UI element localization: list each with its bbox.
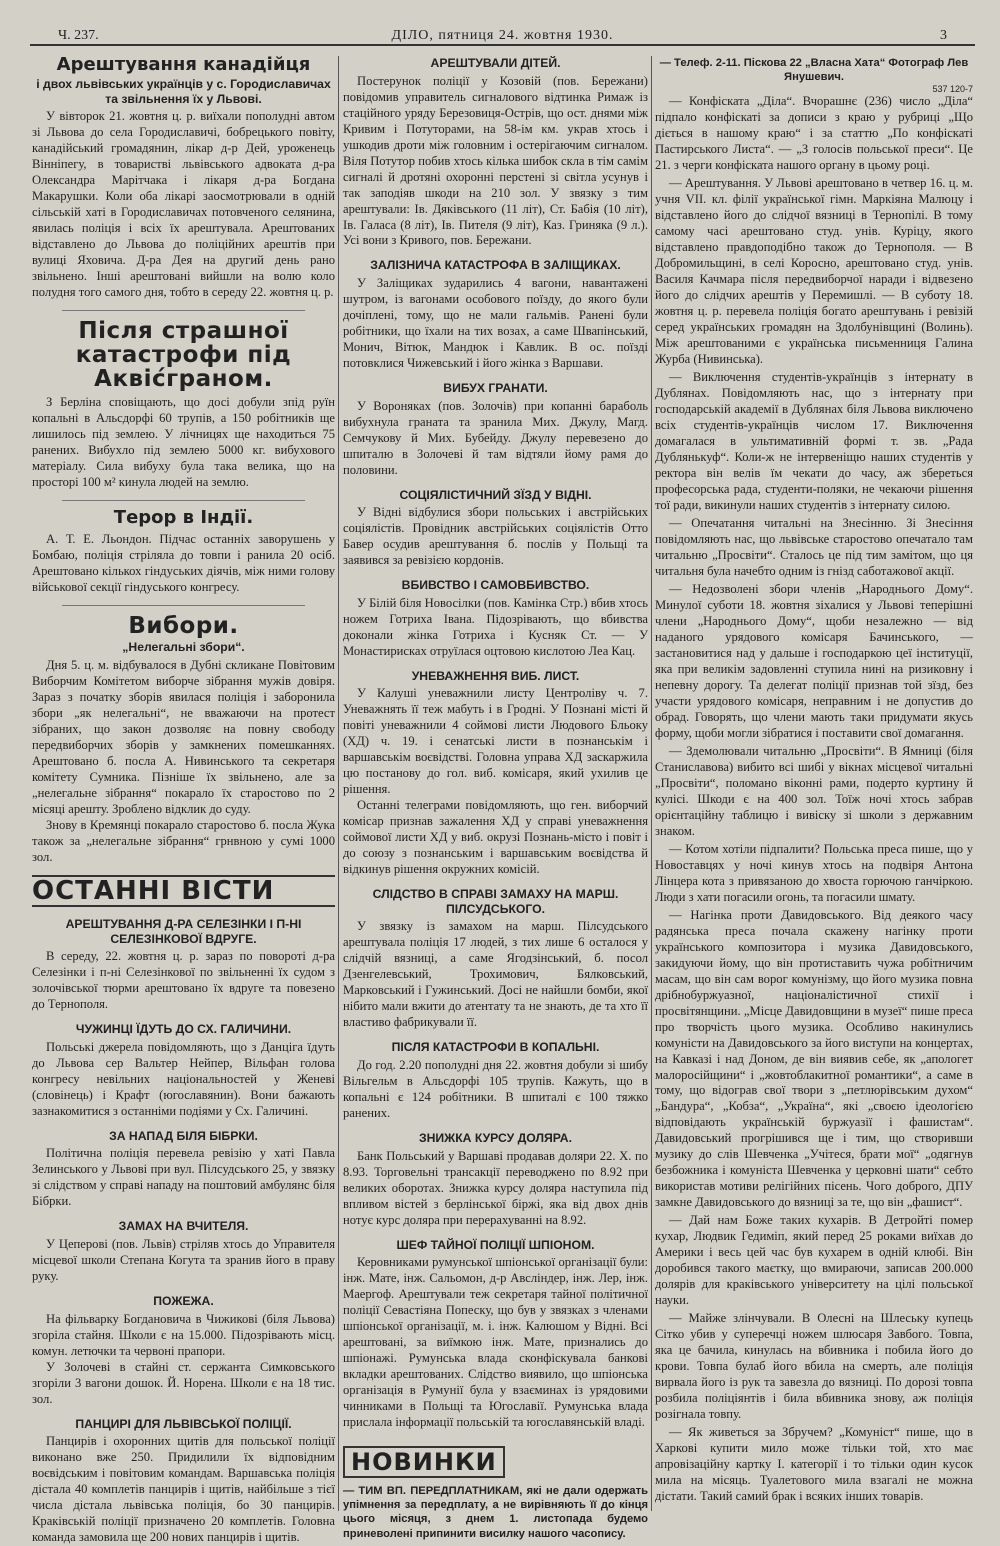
news-title: СЛІДСТВО В СПРАВІ ЗАМАХУ НА МАРШ. ПІЛСУДСЬКОГО. xyxy=(372,887,619,916)
news-body: Польські джерела повідомляють, що з Данціга їдуть до Львова сер Вальтер Нейпер, Вільфан голова конгресу невільних національностей у Женеві (словінець) і Крафт (югославянин). Вони бажають зазнакомитися з останніми подіями у Сх. Галичині. xyxy=(32,1039,335,1118)
news-body: У звязку із замахом на марш. Пілсудського арештувала поліція 17 людей, з тих лише 6 осталося у слідчій вязниці, а саме Ягодзінський, б. посол Дзенгелевський, Трохимович, Бялковський, Марковський і Гужинський. Досі не найшли бомби, якої нібито мали вжити до атентату та не знають, де та хто її властиво фабрикували її. xyxy=(343,919,648,1030)
news-title: ЗА НАПАД БІЛЯ БІБРКИ. xyxy=(109,1128,258,1143)
news-item xyxy=(343,578,648,660)
news-title: ПАНЦИРІ ДЛЯ ЛЬВІВСЬКОЇ ПОЛІЦІЇ. xyxy=(75,1416,292,1431)
news-list xyxy=(655,94,973,1505)
news-item xyxy=(32,1219,335,1285)
article-subtitle: „Нелегальні збори“. xyxy=(122,640,245,655)
news-body: У Цеперові (пов. Львів) стріляв хтось до Управителя місцевої школи Степана Когута та зранив його в праву руку. xyxy=(32,1237,335,1283)
news-title: АРЕШТУВАННЯ Д-РА СЕЛЕЗІНКИ І П-НІ СЕЛЕЗІНКОВОЇ ВДРУГЕ. xyxy=(65,917,302,946)
news-item xyxy=(343,887,648,1031)
news-item xyxy=(343,1040,648,1122)
news-title: ЗНИЖКА КУРСУ ДОЛЯРА. xyxy=(418,1130,572,1145)
news-brief: — Як живеться за Збручем? „Комуніст“ пише, що в Харкові купити мило може тільки той, хто має апровізаційну картку І. категорії і то тільки один кусок мила на місяць. Туалетового мила взагалі не можна дістати. Такий самий брак і всяких інших товарів. xyxy=(655,1425,973,1504)
article-title: Терор в Індії. xyxy=(113,507,254,529)
news-brief: — Недозволені збори членів „Народнього Дому“. Минулої суботи 18. жовтня зіхалися у Львові теперішні члени „Народнього Дому“, щоби незалежно — від наданого урядового комісаря Бачинського, — застановитися над у дальше і господаркою цеї інституції, яка при великім задовленні ступила нині на ризиковну і непевну дорогу. Та делегат поліції признав той зїзд, без участи урядового комісаря, неправним і не допустив до обрад. Говорять, що члени мають таки придумати якусь форму, щоби могли зібратися і поставити свої домагання. xyxy=(655,581,973,740)
news-item xyxy=(32,1129,335,1211)
news-brief: — Дай нам Боже таких кухарів. В Детройті помер кухар, Людвик Гедиміп, який перед 25 роками виїхав до Америки і весь цей час був кухарем в одній клюбі. Він доробився такого маєтку, що вмираючи, записав 200.000 долярів для краківського університету на цілі польської науки. xyxy=(655,1213,973,1308)
issue-number: Ч. 237. xyxy=(58,28,99,43)
news-body: Панцирів і охоронних щитів для польської поліції виконано вже 250. Придилили їх відповідним воєвідським і повітовим командам. Варшавська поліція дістала 40 комплетів панцирів і щитів, найбільше з тієї числа дістала львівська поліція, бо 30 панцирів. Краківській поліції призначено 20 комплетів. Головна команда замовила ще 200 нових панцирів і щитів. xyxy=(32,1434,335,1545)
news-item xyxy=(32,1022,335,1120)
article xyxy=(32,614,335,866)
column-3 xyxy=(655,56,973,1516)
news-item xyxy=(32,1417,335,1546)
news-title: ЧУЖИНЦІ ЇДУТЬ ДО СХ. ГАЛИЧИНИ. xyxy=(75,1022,292,1037)
article-body: З Берліна сповіщають, що досі добули зпід руїн копальні в Альсдорфі 60 трупів, а 150 робітників ще лишилось під землею. У лічницях ще находиться 75 ранених. Вибухло під землею 5000 кг. вибухового матеріалу. Сила вибуху була така велика, що на просторі 100 м² кинула людей на землю. xyxy=(32,395,335,490)
news-title: ВИБУХ ГРАНАТИ. xyxy=(443,381,548,396)
article-subtitle: і двох львівських українців у с. Городиславичах та звільнення їх у Львові. xyxy=(36,76,331,106)
separator xyxy=(62,310,305,311)
page-number: 3 xyxy=(940,28,947,43)
section-heading: ОСТАННІ ВІСТИ xyxy=(32,875,335,907)
news-title: ПІСЛЯ КАТАСТРОФИ В КОПАЛЬНІ. xyxy=(391,1040,600,1055)
news-body: Політична поліція перевела ревізію у хаті Павла Зелинського у Львові при вул. Пілсудського 25, у звязку зі слідством у справі нападу на поштовий амбулянс біля Бібрки. xyxy=(32,1146,335,1209)
news-item xyxy=(343,1131,648,1229)
news-item xyxy=(32,917,335,1013)
notice-subscribers: — ТИМ ВП. ПЕРЕДПЛАТНИКАМ, які не дали одержать упімнення за передплату, а не вирівняють її до кінця цього місяця, з днем 1. листопада будемо приневолені припинити висилку нашого часопису. xyxy=(343,1484,648,1540)
news-title: ПОЖЕЖА. xyxy=(153,1293,214,1308)
news-title: АРЕШТУВАЛИ ДІТЕЙ. xyxy=(430,56,561,70)
article xyxy=(32,319,335,491)
news-body: Постерунок поліції у Козовій (пов. Бережани) повідомив управитель сигналового відтинка Римаж із стаційного уряду Березовиця-Острів, що ост. днями між Кривим і Потуторами, на 58-ім км. укрaв хтось і ушкодив дроти між головним і остерігаючим сигналом. Віля Потутор побив хтось кілька шибок скла в тім самім сигналі й дротяні охоронні перстені зі світла усунув і так заподіяв шкоди на 210 зол. У звязку з тим арештували: Ів. Дяківського (11 літ), Ст. Бабія (10 літ), Ів. Галаса (8 літ), Ів. Пителя (9 літ), Каз. Гриняка (9 л.). Усі вони з Кривого, пов. Бережани. xyxy=(343,73,648,248)
news-title: ШЕФ ТАЙНОЇ ПОЛІЦІЇ ШПІОНОМ. xyxy=(396,1237,595,1252)
advertisement: — Телеф. 2-11. Піскова 22 „Власна Хата“ Фотограф Лев Янушевич. xyxy=(659,57,969,84)
column-rule xyxy=(651,56,652,1511)
column-1 xyxy=(32,54,335,1545)
separator xyxy=(62,500,305,501)
article-body: Дня 5. ц. м. відбувалося в Дубні скликане Повітовим Виборчим Комітетом виборче зібрання мужів довіря. Зараз з початку зборів явилася поліція і заборонила збори „як нелегальні“, не вважаючи на протест зібраних, що закон дозволяє на повну свободу передвиборчих зборів у замкнених помешканнях. Арештовано б. посла А. Нивинського та секретаря комітету Сумника. Пізніше їх звільнено, але за „нелегальне зібрання“ покарало їх старостово по 2 місяці арешту. Зроблено відклик до суду. xyxy=(32,657,335,816)
news-title: ЗАЛІЗНИЧА КАТАСТРОФА В ЗАЛІЩИКАХ. xyxy=(370,258,621,273)
news-body: У Вороняках (пов. Золочів) при копанні бараболь вибухнула граната та зранила Мих. Джулу, Магд. Семчукову й Мих. Бубейду. Джулу перевезено до шпиталю в Золочеві й там відтяли йому рамя до половини. xyxy=(343,398,648,477)
news-brief: — Опечатання читальні на Знесінню. Зі Знесіння повідомляють нас, що львівське старостово опечатало там читальню „Просвіти“. Сталось це під тим замітом, що ця читальня була начебто одним із гнізд саботажової акції. xyxy=(655,516,973,578)
article-body: Знову в Кремянці покарало старостово б. посла Жука також за „нелегальне зібрання“ грнвною у сумі 1000 зол. xyxy=(32,817,335,864)
news-brief: — Виключення студентів-українців з інтернату в Дублянах. Повідомляють нас, що з інтернату при господарській академії в Дублянах біля Львова виключено всіх студентів-українців числом 17. Виключення домагалася в ультимативній формі т. зв. „Рада Дублянькуф“. Коли-ж не інтервеніщю наших студентів у ректора він велів їм чекати до часу, аж збереться професорська рада, студенти-поляки, не чекаючи рішення тої ради, викинули наших студентів з інтернату силою. xyxy=(655,370,973,513)
news-body: Банк Польський у Варшаві продавав доляри 22. Х. по 8.93. Торговельні трансакції переводжено по 8.92 при великих оборотах. Знижка курсу доляра наступила під впливом вістей з берлінської біржі, яка від двох днів нотує курс доляра при перерахуванні на 8.92. xyxy=(343,1148,648,1227)
news-body: Останні телеграми повідомляють, що ген. виборчий комісар признав зажалення ХД у справі уневажнення соймової листи ХД у виб. окрузі Познань-місто і повіт і до союзу з познанським і варшавським воєвідства й відкинув рішення окружних комісій. xyxy=(343,798,648,877)
column-2 xyxy=(343,56,648,1540)
separator xyxy=(62,605,305,606)
article-body: У вівторок 21. жовтня ц. р. виїхали пополудні автом зі Львова до села Городиславичі, бобрецького повіту, канадійський громадянин, лікар д-р Дей, уроженець Вінніпегу, в товаристві львівського адвоката д-ра Олександра Марітчака і лікаря д-ра Богдана Макарушки. Коли оба лікарі заосмотрювали в одній сільській хаті в Городиславичах потовченого селянина, явилась поліція і всіх їх арештувала. Арештованих відставлено до Львова до поліційних арештів при вулиці Яховича. Д-ра Дея на другий день рано звільнено. Інші арештовані вийшли на волю коло полудня того самого дня, тобто в середу 22. жовтня ц. р. xyxy=(32,109,335,299)
news-title: УНЕВАЖНЕННЯ ВИБ. ЛИСТ. xyxy=(411,668,580,683)
news-body: У Заліщиках зударились 4 вагони, навантажені шутром, із вагонами особового поїзду, до якого були дочіплені, тому, що не мали гальмів. Ранені були робітники, що їхали на тих возах, а саме Швапінський, Монич, Вітюк, Мандюк і Кавлик. В ос. поїзді потовклися Чижевський і його жінка з Варшави. xyxy=(343,276,648,371)
news-body: У Білій біля Новосілки (пов. Камінка Стр.) вбив хтось ножем Готриха Івана. Підозрівають, що вбивства доконали жінка Готриха і Кусняк Ст. — У Монастирисках отруїлася оцтовою кислотою Леа Кац. xyxy=(343,595,648,658)
page-header xyxy=(30,28,975,46)
news-title: ВБИВСТВО І САМОВБИВСТВО. xyxy=(401,578,590,593)
news-brief: — Котом хотіли підпалити? Польська преса пише, що у Новоставцях у ночі кинув хтось на подвіря Антона Лінцера кота з привязаною до хвоста горючою ганчіркою. Люди з хати погасили огонь, та погасили шмату. xyxy=(655,841,973,904)
article-title: Арештування канадійця xyxy=(56,54,311,75)
ad-note: 537 120-7 xyxy=(932,84,973,95)
news-item xyxy=(343,488,648,570)
news-body: До год. 2.20 пополудні дня 22. жовтня добули зі шибу Вільгельм в Альсдорфі 105 трупів. Кажуть, що в копальні є 124 робітники. В шпиталі є 100 тяжко ранених. xyxy=(343,1058,648,1120)
news-item xyxy=(343,56,648,249)
news-item xyxy=(32,1294,335,1408)
article xyxy=(32,56,335,301)
news-body: У Золочеві в стайні ст. сержанта Симковського згоріли 3 вагони дошок. Й. Норена. Школи є на 18 тис. зол. xyxy=(32,1359,335,1406)
news-body: Керовниками румунської шпіонської організації були: інж. Мате, інж. Сальомон, д-р Авсліндер, інж. Лер, інж. Маергоф. Арештували теж секретаря тайної політичної поліції Севастіяна Попеску, що був у звязках з членами шпіонської організації, м. і. інж. Калюшом у Відні. Всі арештовані, за виїмкою інж. Мате, признались до шпіонажі. Румунська влада сконфіскувала банкові вкладки арештованих. Слідство виявило, що шпіонська організація в Румунії була у взаєминах із урядовими чинниками в Польщі та Югославії. Румунська влада прислала інформації польській та югославянській владі. xyxy=(343,1255,648,1429)
article-body: А. Т. Е. Льондон. Підчас останніх заворушень у Бомбаю, поліція стріляла до товпи і ранила 20 осіб. Арештовано кількох гіндуських діячів, між ними голову військової секції гіндуського конгресу. xyxy=(32,532,335,595)
news-brief: — Здемолювали читальню „Просвіти“. В Ямниці (біля Станиславова) вибито всі шибі у вікнах місцевої читальні „Просвіти“, поломано віконні рами, подерто куртину й кулісі. Шкоди є на 400 зол. Тоїж ночі хтось забрав орієнтаційну таблицю і вивіску зі школи з державним знаком. xyxy=(655,743,973,838)
news-item xyxy=(343,258,648,372)
news-body: У Калуші уневажнили листу Центроліву ч. 7. Уневажнять її теж мабуть і в Гродні. У Познані місті й повіті уневажнили 4 соймові листи Людового Бльоку (ХД) ч. 19. і сенатські листи в познанськім і варшавськім воєвідстві. Головна управа ХД заскаржила цю постанову до гол. виб. комісаря, який ухилив це рішення. xyxy=(343,686,648,797)
news-item xyxy=(343,381,648,479)
news-body: В середу, 22. жовтня ц. р. зараз по повороті д-ра Селезінки і п-ні Селезінкової по звільненні їх судом з золочівської тюрми арештовано їх вдруге та повезено до Тернополя. xyxy=(32,949,335,1012)
news-brief: — Нагінка проти Давидовського. Від деякого часу радянська преса почала скажену нагінку проти українського композитора і музика Давидовського, закидуючи йому, що він протиставить чужа робітничим масам, що він сам ворог комунізму, що його музика повна дрібнобуржуазної, націоналістичної стихії і просвітянщини. „Місце Давидовщини в музеї“ пише преса про творчість цього музика. Особливо накинулись комуністи на Давидовського за його виступи на концертах, на Кавказі і над Доном, де він виявив себе, як „апологет малоросійщини“ і „жовтоблакитної романтики“, а саме в тому, що відограв свої твори з „петлюрівським духом“ „Бандура“, „Кобза“, „Україна“, які „своєю ідеологією відповідають українській буржуазії і фашистам“. Давидовський прогрішився ще і тим, що створивши музику до слів Шевченка „Учітеся, брати мої“ „одягнув безбожника і комуніста Шевченка у церковні шати“ себто використав мотиви релігійних пісень. Чого доброго, ДПУ замкне Давидовського до вязниці за те, що він „фашист“. xyxy=(655,907,973,1210)
news-body: У Відні відбулися збори польських і австрійських соціялістів. Провідник австрійських соціялістів Отто Бавер осудив арештування б. послів у Польщі та заявився за ревізією кордонів. xyxy=(343,505,648,568)
news-body: На фільварку Богдановича в Чижикові (біля Львова) згоріла стайня. Школи є на 15.000. Підозрівають місц. комун. летючки та червоні прапори. xyxy=(32,1311,335,1358)
news-brief: — Арештування. У Львові арештовано в четвер 16. ц. м. учня VII. кл. філії української гімн. Маркіяна Малюцу і відставлено його до слідчої вязниці в Тернопілі. В тому самому часі арештовано студ. унів. Куріцу, якого відставлено правдоподібно також до Тернополя. — В Добромильщині, в селі Коросно, арештовано студ. унів. Василя Качмара після передвиборчої наради і відвезено його до слідчих арештів у Перемишлі. — В суботу 18. жовтня ц. р. перевела поліція богато арештувань і ревізій серед українських громадян на Здолбунівщині (Волинь). Між арештованими є українська письменниця Галина Журба (Нивинська). xyxy=(655,176,973,367)
section-heading: НОВИНКИ xyxy=(343,1446,505,1478)
article-title: Після страшної катастрофи під Аквіс́граном. xyxy=(75,317,292,393)
news-brief: — Конфіската „Діла“. Вчорашнє (236) число „Діла“ підпало конфіскаті за дописи з краю у рубриці „Що діється в нашому краю“ і за статтю „По конфіскаті Пастирського Листа“. — „З голосів польської преси“. Це 21. з черги конфіската нашого органу в цьому році. xyxy=(655,94,973,173)
article-title: Вибори. xyxy=(128,613,239,640)
news-item xyxy=(343,1238,648,1431)
news-item xyxy=(343,669,648,878)
column-rule xyxy=(338,56,339,1511)
newspaper-title: ДІЛО, пятниця 24. жовтня 1930. xyxy=(391,28,614,43)
news-title: ЗАМАХ НА ВЧИТЕЛЯ. xyxy=(118,1219,249,1234)
news-brief: — Майже злінчували. В Олесні на Шлеську купець Сітко убив у суперечці ножем шлюсаря Завбого. Товпа, яка це бачила, кинулась на вбивника і побила його до крови. Товпа булаб його вбила на смерть, але поліція вирвала його із рук та завезла до вязниці. По дорозі товпа розбила поліціянтів і била вбивника знову, аж поліція розігнала товпу. xyxy=(655,1311,973,1422)
article xyxy=(32,509,335,596)
news-title: СОЦІЯЛІСТИЧНИЙ ЗЇЗД У ВІДНІ. xyxy=(399,487,592,502)
